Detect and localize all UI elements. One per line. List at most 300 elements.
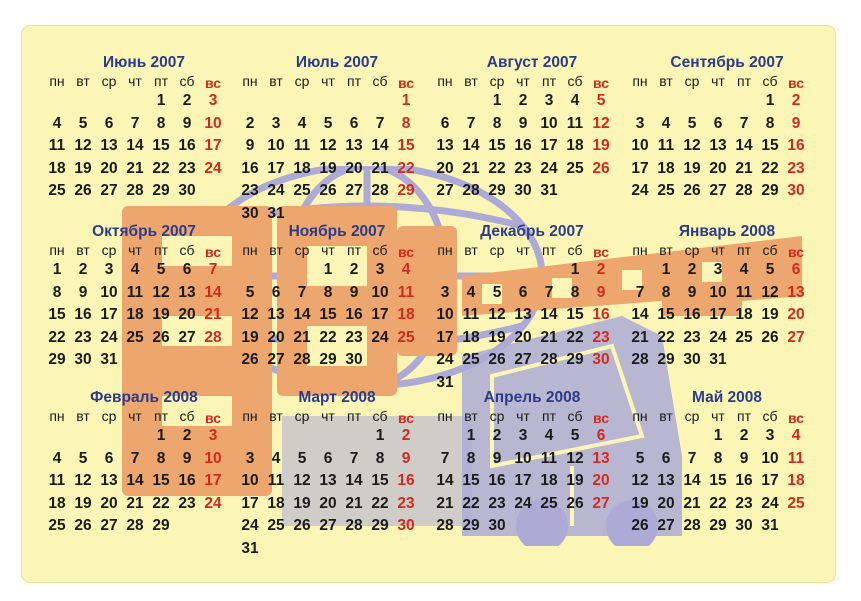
date: 16: [178, 472, 196, 490]
date: 6: [518, 283, 528, 301]
date: 8: [156, 114, 166, 132]
day-grid: [44, 241, 234, 372]
date: 31: [709, 351, 727, 369]
sunday-date: 20: [592, 472, 610, 490]
empty-cell: [70, 90, 96, 113]
date: 14: [462, 137, 480, 155]
date: 5: [765, 261, 775, 278]
date: 30: [514, 182, 532, 200]
date: 22: [488, 159, 506, 177]
date: 10: [241, 472, 259, 490]
sunday-date: 11: [397, 283, 415, 301]
sunday-date: 4: [791, 427, 801, 444]
month-title: Ноябрь 2007: [288, 223, 386, 240]
empty-cell: [237, 90, 263, 113]
date: 28: [345, 517, 363, 535]
date: 30: [241, 204, 259, 222]
empty-cell: [263, 259, 289, 282]
calendar-card: [22, 26, 835, 582]
date: 1: [466, 427, 476, 444]
date: 10: [540, 114, 558, 132]
weekday-header: сб: [762, 408, 778, 424]
month-title: Август 2007: [486, 54, 578, 71]
weekday-header: вт: [464, 242, 478, 258]
sunday-date: 8: [401, 114, 411, 132]
date: 18: [566, 137, 584, 155]
date: 30: [74, 351, 92, 369]
date: 14: [735, 137, 753, 155]
date: 6: [104, 114, 114, 132]
sunday-date: 9: [596, 283, 606, 301]
date: 11: [566, 114, 584, 132]
day-grid: [44, 72, 234, 203]
weekday-header: пт: [154, 408, 168, 424]
date: 19: [319, 159, 337, 177]
date: 2: [78, 261, 88, 278]
sunday-date: 23: [592, 328, 610, 346]
date: 26: [566, 494, 584, 512]
empty-cell: [627, 425, 653, 448]
empty-cell: [679, 425, 705, 448]
date: 5: [78, 449, 88, 467]
date: 7: [687, 449, 697, 467]
date: 27: [657, 517, 675, 535]
date: 5: [156, 261, 166, 278]
date: 1: [765, 92, 775, 109]
month-title: Июнь 2007: [102, 54, 186, 71]
sunday-date: 13: [787, 283, 805, 301]
date: 20: [319, 494, 337, 512]
date: 31: [100, 351, 118, 369]
date: 18: [293, 159, 311, 177]
date: 1: [492, 92, 502, 109]
month-title: Сентябрь 2007: [670, 54, 784, 71]
month-8: [627, 222, 817, 372]
date: 5: [245, 283, 255, 301]
weekday-header: чт: [516, 73, 530, 89]
empty-cell: [627, 259, 653, 282]
month-title: Январь 2008: [678, 223, 776, 240]
weekday-header: вс: [204, 410, 222, 426]
date: 22: [462, 494, 480, 512]
weekday-header: пт: [542, 73, 556, 89]
date: 22: [319, 328, 337, 346]
date: 24: [761, 494, 779, 512]
date: 31: [540, 182, 558, 200]
weekday-header: ср: [489, 73, 505, 89]
empty-cell: [263, 425, 289, 448]
sunday-date: 6: [791, 261, 801, 278]
weekday-header: вс: [787, 410, 805, 426]
date: 26: [293, 517, 311, 535]
date: 12: [74, 137, 92, 155]
date: 9: [182, 114, 192, 132]
month-title: Март 2008: [298, 389, 376, 406]
date: 14: [683, 472, 701, 490]
weekday-header: вт: [659, 242, 673, 258]
date: 9: [349, 283, 359, 301]
date: 23: [514, 159, 532, 177]
empty-cell: [731, 90, 757, 113]
date: 27: [267, 351, 285, 369]
empty-cell: [315, 90, 341, 113]
weekday-header: сб: [179, 242, 195, 258]
weekday-header: сб: [372, 73, 388, 89]
date: 4: [271, 449, 281, 467]
date: 8: [52, 283, 62, 301]
day-grid: [627, 241, 817, 372]
date: 21: [126, 159, 144, 177]
date: 9: [687, 283, 697, 301]
weekday-header: вс: [397, 410, 415, 426]
date: 11: [540, 449, 558, 467]
date: 11: [48, 137, 66, 155]
date: 8: [466, 449, 476, 467]
day-grid: [432, 407, 622, 538]
sunday-date: 26: [592, 159, 610, 177]
date: 2: [182, 92, 192, 109]
date: 6: [323, 449, 333, 467]
weekday-header: пт: [542, 242, 556, 258]
weekday-header: вт: [76, 73, 90, 89]
month-title: Февраль 2008: [90, 389, 198, 406]
weekday-header: чт: [516, 408, 530, 424]
weekday-header: пт: [154, 242, 168, 258]
date: 28: [540, 351, 558, 369]
sunday-date: 16: [787, 137, 805, 155]
date: 28: [371, 182, 389, 200]
date: 4: [297, 114, 307, 132]
date: 28: [126, 182, 144, 200]
weekday-header: ср: [684, 73, 700, 89]
weekday-header: чт: [711, 408, 725, 424]
date: 17: [514, 472, 532, 490]
empty-cell: [96, 425, 122, 448]
date: 23: [241, 182, 259, 200]
date: 30: [345, 351, 363, 369]
month-title: Октябрь 2007: [92, 223, 196, 240]
weekday-header: ср: [294, 242, 310, 258]
date: 15: [566, 306, 584, 324]
empty-cell: [96, 90, 122, 113]
date: 6: [271, 283, 281, 301]
date: 8: [713, 449, 723, 467]
date: 25: [267, 517, 285, 535]
month-9: [44, 388, 234, 538]
weekday-header: чт: [128, 408, 142, 424]
date: 7: [544, 283, 554, 301]
day-grid: [432, 241, 622, 395]
weekday-header: сб: [372, 242, 388, 258]
date: 19: [631, 494, 649, 512]
weekday-header: вс: [592, 410, 610, 426]
date: 15: [761, 137, 779, 155]
date: 2: [739, 427, 749, 444]
date: 7: [440, 449, 450, 467]
date: 13: [514, 306, 532, 324]
date: 14: [436, 472, 454, 490]
date: 26: [74, 182, 92, 200]
date: 17: [540, 137, 558, 155]
date: 4: [544, 427, 554, 444]
sunday-date: 20: [787, 306, 805, 324]
date: 22: [48, 328, 66, 346]
weekday-header: пн: [49, 73, 65, 89]
weekday-header: сб: [179, 408, 195, 424]
date: 19: [761, 306, 779, 324]
date: 1: [713, 427, 723, 444]
date: 28: [683, 517, 701, 535]
weekday-header: вт: [269, 408, 283, 424]
weekday-header: пт: [347, 408, 361, 424]
date: 5: [635, 449, 645, 467]
weekday-header: сб: [567, 408, 583, 424]
weekday-header: сб: [179, 73, 195, 89]
date: 24: [100, 328, 118, 346]
month-6: [237, 222, 427, 372]
date: 19: [293, 494, 311, 512]
date: 27: [100, 517, 118, 535]
sunday-date: 2: [401, 427, 411, 444]
date: 19: [683, 159, 701, 177]
weekday-header: вс: [397, 75, 415, 91]
date: 22: [152, 159, 170, 177]
date: 8: [765, 114, 775, 132]
date: 29: [566, 351, 584, 369]
weekday-header: пн: [437, 242, 453, 258]
date: 14: [126, 472, 144, 490]
weekday-header: сб: [567, 242, 583, 258]
sunday-date: 12: [592, 114, 610, 132]
date: 7: [297, 283, 307, 301]
weekday-header: пт: [154, 73, 168, 89]
month-title: Май 2008: [691, 389, 763, 406]
date: 11: [735, 283, 753, 301]
date: 8: [375, 449, 385, 467]
date: 5: [492, 283, 502, 301]
weekday-header: пт: [737, 73, 751, 89]
date: 20: [100, 494, 118, 512]
date: 21: [293, 328, 311, 346]
date: 7: [130, 449, 140, 467]
date: 10: [371, 283, 389, 301]
date: 10: [709, 283, 727, 301]
weekday-header: пн: [632, 242, 648, 258]
date: 18: [48, 159, 66, 177]
date: 24: [371, 328, 389, 346]
weekday-header: чт: [128, 242, 142, 258]
date: 3: [375, 261, 385, 278]
date: 13: [267, 306, 285, 324]
month-title: Июль 2007: [295, 54, 379, 71]
date: 29: [371, 517, 389, 535]
sunday-date: 30: [397, 517, 415, 535]
date: 10: [631, 137, 649, 155]
empty-cell: [679, 90, 705, 113]
date: 1: [156, 92, 166, 109]
sunday-date: 17: [204, 472, 222, 490]
empty-cell: [653, 90, 679, 113]
date: 22: [709, 494, 727, 512]
weekday-header: сб: [567, 73, 583, 89]
date: 14: [540, 306, 558, 324]
month-3: [432, 53, 622, 203]
date: 2: [245, 114, 255, 132]
weekday-header: ср: [101, 73, 117, 89]
weekday-header: чт: [516, 242, 530, 258]
date: 11: [267, 472, 285, 490]
date: 23: [74, 328, 92, 346]
date: 28: [293, 351, 311, 369]
date: 21: [371, 159, 389, 177]
date: 27: [178, 328, 196, 346]
date: 9: [739, 449, 749, 467]
date: 17: [267, 159, 285, 177]
sunday-date: 3: [208, 92, 218, 109]
empty-cell: [653, 425, 679, 448]
date: 30: [683, 351, 701, 369]
weekday-header: вс: [204, 244, 222, 260]
date: 3: [518, 427, 528, 444]
weekday-header: вт: [76, 242, 90, 258]
sunday-date: 17: [204, 137, 222, 155]
date: 19: [488, 328, 506, 346]
date: 7: [130, 114, 140, 132]
date: 29: [152, 517, 170, 535]
date: 5: [78, 114, 88, 132]
date: 17: [241, 494, 259, 512]
empty-cell: [341, 90, 367, 113]
weekday-header: вт: [269, 73, 283, 89]
date: 18: [540, 472, 558, 490]
date: 7: [466, 114, 476, 132]
sunday-date: 19: [592, 137, 610, 155]
empty-cell: [122, 90, 148, 113]
date: 29: [319, 351, 337, 369]
day-grid: [627, 72, 817, 203]
date: 3: [104, 261, 114, 278]
empty-cell: [484, 259, 510, 282]
date: 13: [178, 283, 196, 301]
date: 29: [488, 182, 506, 200]
month-4: [627, 53, 817, 203]
date: 5: [323, 114, 333, 132]
weekday-header: ср: [101, 242, 117, 258]
sunday-date: 30: [592, 351, 610, 369]
month-1: [44, 53, 234, 203]
empty-cell: [70, 425, 96, 448]
date: 14: [631, 306, 649, 324]
date: 4: [661, 114, 671, 132]
sunday-date: 2: [596, 261, 606, 278]
date: 4: [570, 92, 580, 109]
date: 15: [488, 137, 506, 155]
date: 29: [152, 182, 170, 200]
date: 4: [52, 449, 62, 467]
weekday-header: ср: [684, 408, 700, 424]
date: 25: [48, 517, 66, 535]
empty-cell: [432, 259, 458, 282]
date: 29: [657, 351, 675, 369]
weekday-header: пн: [632, 408, 648, 424]
date: 22: [761, 159, 779, 177]
day-grid: [237, 241, 427, 372]
empty-cell: [367, 90, 393, 113]
sunday-date: 15: [397, 137, 415, 155]
date: 21: [436, 494, 454, 512]
date: 24: [540, 159, 558, 177]
date: 29: [709, 517, 727, 535]
empty-cell: [458, 259, 484, 282]
date: 22: [657, 328, 675, 346]
sunday-date: 9: [791, 114, 801, 132]
date: 31: [761, 517, 779, 535]
date: 18: [735, 306, 753, 324]
date: 28: [462, 182, 480, 200]
date: 13: [100, 472, 118, 490]
weekday-header: вт: [659, 73, 673, 89]
weekday-header: вт: [464, 73, 478, 89]
sunday-date: 30: [787, 182, 805, 200]
date: 6: [713, 114, 723, 132]
day-grid: [44, 407, 234, 538]
date: 3: [765, 427, 775, 444]
date: 27: [319, 517, 337, 535]
date: 9: [182, 449, 192, 467]
weekday-header: сб: [372, 408, 388, 424]
sunday-date: 29: [397, 182, 415, 200]
empty-cell: [237, 425, 263, 448]
date: 23: [735, 494, 753, 512]
date: 14: [126, 137, 144, 155]
date: 21: [540, 328, 558, 346]
weekday-header: сб: [762, 73, 778, 89]
sunday-date: 13: [592, 449, 610, 467]
date: 19: [241, 328, 259, 346]
weekday-header: вт: [659, 408, 673, 424]
date: 1: [375, 427, 385, 444]
date: 15: [657, 306, 675, 324]
date: 26: [631, 517, 649, 535]
date: 26: [74, 517, 92, 535]
sunday-date: 16: [397, 472, 415, 490]
sunday-date: 2: [791, 92, 801, 109]
empty-cell: [44, 425, 70, 448]
date: 13: [436, 137, 454, 155]
sunday-date: 28: [204, 328, 222, 346]
date: 6: [182, 261, 192, 278]
date: 4: [52, 114, 62, 132]
date: 14: [371, 137, 389, 155]
date: 28: [436, 517, 454, 535]
date: 16: [735, 472, 753, 490]
sunday-date: 18: [397, 306, 415, 324]
date: 12: [152, 283, 170, 301]
date: 2: [349, 261, 359, 278]
weekday-header: ср: [489, 242, 505, 258]
sunday-date: 25: [397, 328, 415, 346]
date: 3: [245, 449, 255, 467]
date: 25: [657, 182, 675, 200]
date: 21: [735, 159, 753, 177]
sunday-date: 25: [787, 494, 805, 512]
weekday-header: вт: [464, 408, 478, 424]
date: 16: [514, 137, 532, 155]
date: 12: [241, 306, 259, 324]
date: 20: [436, 159, 454, 177]
sunday-date: 24: [204, 494, 222, 512]
empty-cell: [510, 259, 536, 282]
